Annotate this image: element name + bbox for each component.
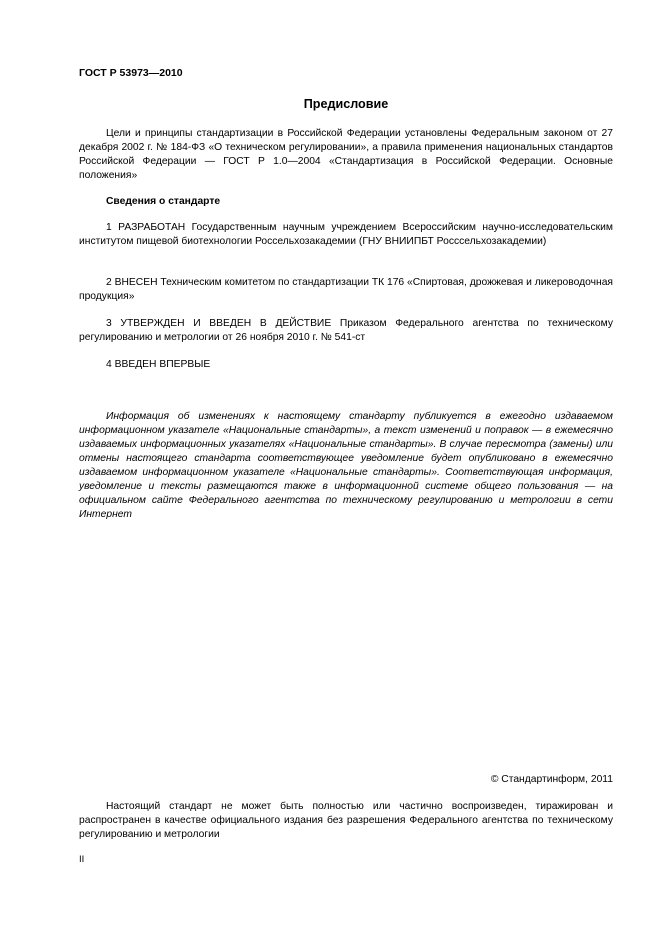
reproduction-notice: Настоящий стандарт не может быть полностью или частично воспроизведен, тиражирован и распространен в качестве официального издания без разрешения Федерального агентства по техническому регулированию и метрологии — [79, 801, 613, 840]
info-section-heading: Сведения о стандарте — [106, 196, 221, 207]
info-item-submitted: 2 ВНЕСЕН Техническим комитетом по стандартизации ТК 176 «Спиртовая, дрожжевая и ликероводочная продукция» — [79, 277, 613, 302]
info-item-developed: 1 РАЗРАБОТАН Государственным научным учреждением Всероссийским научно-исследовательским институтом пищевой биотехнологии Россельхозакадемии (ГНУ ВНИИПБТ Росссельхозакадемии) — [79, 222, 613, 247]
page-number: II — [79, 854, 85, 865]
page-title: Предисловие — [303, 97, 389, 111]
intro-paragraph: Цели и принципы стандартизации в Российской Федерации установлены Федеральным законом от 27 декабря 2002 г. № 184-ФЗ «О техническом регулировании», а правила применения национальных стандартов Российской Федерации — ГОСТ Р 1.0—2004 «Стандартизация в Российской Федерации. Основные положения» — [79, 128, 613, 181]
copyright-notice: © Стандартинформ, 2011 — [490, 774, 613, 785]
standard-code: ГОСТ Р 53973—2010 — [79, 67, 183, 79]
info-item-approved: 3 УТВЕРЖДЕН И ВВЕДЕН В ДЕЙСТВИЕ Приказом Федерального агентства по техническому регулированию и метрологии от 26 ноября 2010 г. № 541-ст — [79, 318, 613, 343]
change-notice-paragraph: Информация об изменениях к настоящему стандарту публикуется в ежегодно издаваемом информационном указателе «Национальные стандарты», а текст изменений и поправок — в ежемесячно издаваемых информационных указателях «Национальные стандарты». В случае пересмотра (замены) или отмены настоящего стандарта соответствующее уведомление будет опубликовано в ежемесячно издаваемом информационном указателе «Национальные стандарты». Соответствующая информация, уведомление и тексты размещаются также в информационной системе общего пользования — на официальном сайте Федерального агентства по техническому регулированию и метрологии в сети Интернет — [79, 411, 613, 520]
info-item-first-introduced: 4 ВВЕДЕН ВПЕРВЫЕ — [106, 359, 211, 370]
